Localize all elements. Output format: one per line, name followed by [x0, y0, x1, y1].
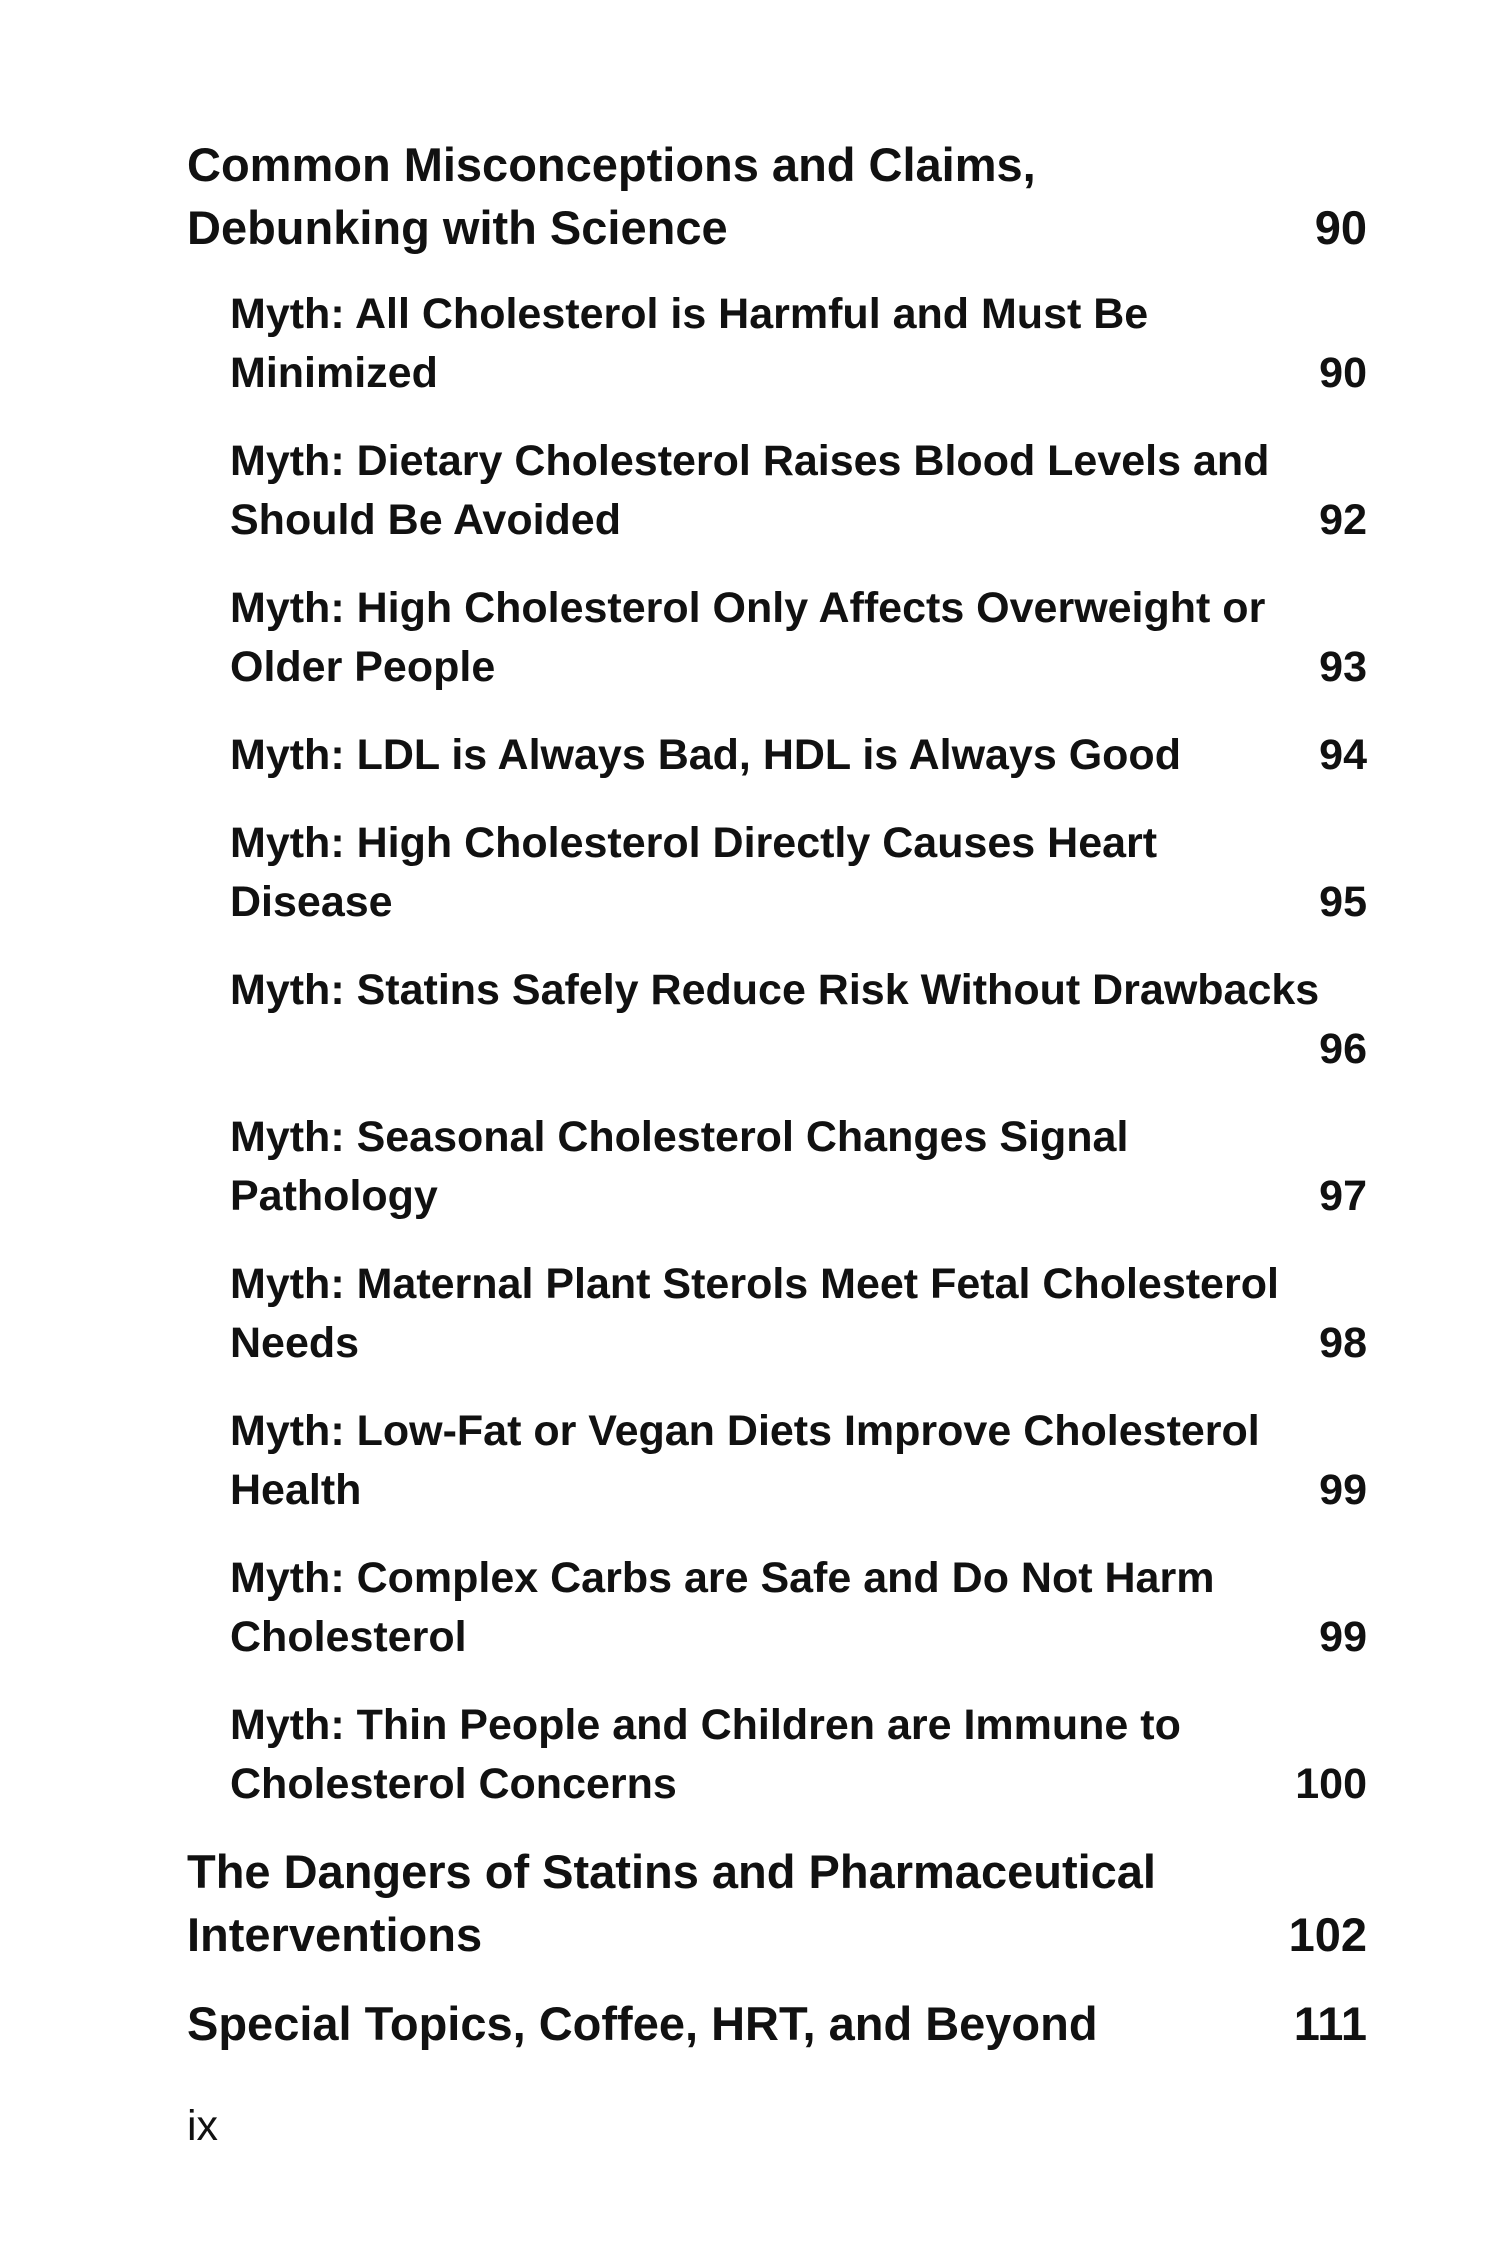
toc-entry-title: Myth: All Cholesterol is Harmful and Must Be Minimized: [230, 290, 1149, 397]
toc-chapter-entry[interactable]: [187, 133, 1367, 259]
toc-entry-title: Myth: Low-Fat or Vegan Diets Improve Cholesterol Health: [230, 1407, 1260, 1514]
toc-entry-title: Myth: Seasonal Cholesterol Changes Signal Pathology: [230, 1113, 1129, 1220]
toc-section-entry[interactable]: [187, 1549, 1367, 1667]
toc-entry-page-number: 102: [1288, 1908, 1367, 1961]
toc-entry-page-number: 93: [1319, 643, 1367, 691]
toc-section-entry[interactable]: [187, 1255, 1367, 1373]
toc-entry-title: Special Topics, Coffee, HRT, and Beyond: [187, 1997, 1098, 2050]
toc-section-entry[interactable]: [187, 814, 1367, 932]
toc-entry-page-number: 90: [1319, 349, 1367, 397]
toc-section-entry[interactable]: [187, 285, 1367, 403]
toc-chapter-entry[interactable]: [187, 1992, 1367, 2055]
toc-entry-page-number: 111: [1293, 1997, 1367, 2050]
toc-entry-title: The Dangers of Statins and Pharmaceutical Interventions: [187, 1845, 1156, 1961]
toc-entry-title: Myth: High Cholesterol Only Affects Overweight or Older People: [230, 584, 1266, 691]
toc-section-entry[interactable]: [187, 579, 1367, 697]
toc-section-entry[interactable]: [187, 1402, 1367, 1520]
toc-entry-page-number: 99: [1319, 1613, 1367, 1661]
page-number-footer: ix: [187, 2102, 219, 2150]
toc-chapter-entry[interactable]: [187, 1840, 1367, 1966]
toc-entry-page-number: 98: [1319, 1319, 1367, 1367]
toc-entry-page-number: 94: [1319, 731, 1367, 779]
toc-entry-page-number: 92: [1319, 496, 1367, 544]
toc-entry-title: Myth: Thin People and Children are Immune to Cholesterol Concerns: [230, 1701, 1181, 1808]
toc-section-entry[interactable]: [187, 726, 1367, 785]
toc-entry-title: Myth: Dietary Cholesterol Raises Blood Levels and Should Be Avoided: [230, 437, 1270, 544]
toc-entry-title: Myth: LDL is Always Bad, HDL is Always Good: [230, 731, 1181, 779]
toc-entry-page-number: 100: [1295, 1760, 1367, 1808]
toc-entry-title: Myth: Statins Safely Reduce Risk Without Drawbacks: [230, 966, 1320, 1014]
toc-entry-page-number: 99: [1319, 1466, 1367, 1514]
toc-section-entry[interactable]: [187, 432, 1367, 550]
toc-section-entry[interactable]: [187, 961, 1367, 1079]
toc-entry-page-number: 96: [1319, 1025, 1367, 1073]
toc-entry-title: Myth: Complex Carbs are Safe and Do Not Harm Cholesterol: [230, 1554, 1215, 1661]
toc-entry-page-number: 90: [1314, 201, 1367, 254]
toc-entry-title: Myth: High Cholesterol Directly Causes Heart Disease: [230, 819, 1158, 926]
table-of-contents: [187, 133, 1367, 2055]
toc-entry-page-number: 95: [1319, 878, 1367, 926]
toc-entry-page-number: 97: [1319, 1172, 1367, 1220]
toc-entry-title: Myth: Maternal Plant Sterols Meet Fetal Cholesterol Needs: [230, 1260, 1279, 1367]
toc-section-entry[interactable]: [187, 1108, 1367, 1226]
toc-entry-title: Common Misconceptions and Claims, Debunking with Science: [187, 138, 1036, 254]
toc-section-entry[interactable]: [187, 1696, 1367, 1814]
